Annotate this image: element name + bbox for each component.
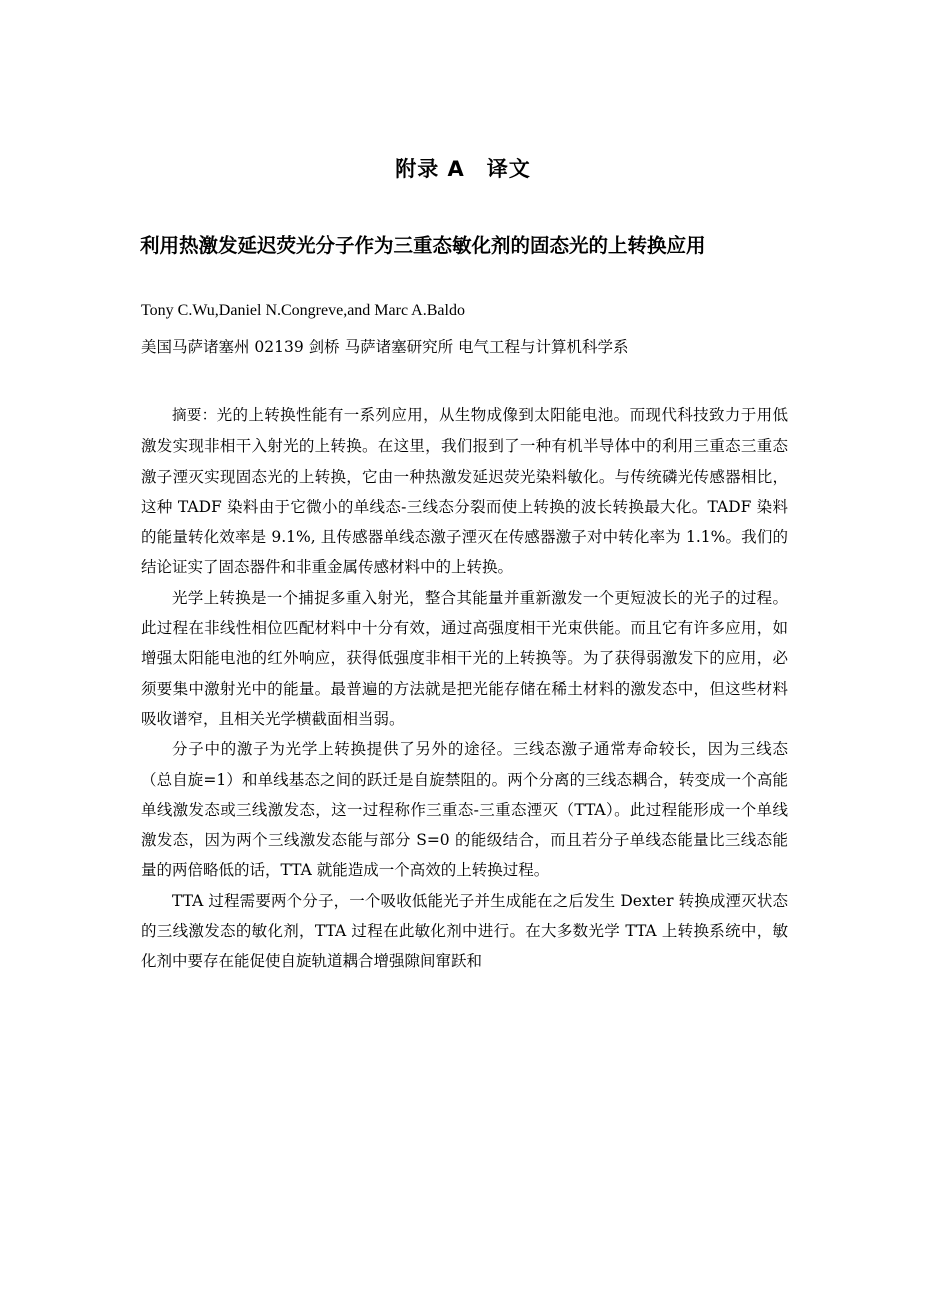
paper-title: 利用热激发延迟荧光分子作为三重态敏化剂的固态光的上转换应用 <box>140 234 706 257</box>
body-paragraph-2: 分子中的激子为光学上转换提供了另外的途径。三线态激子通常寿命较长，因为三线态（总自旋=1）和单线基态之间的跃迁是自旋禁阻的。两个分离的三线态耦合，转变成一个高能单线激发态或三线激发态，这一过程称作三重态-三重态湮灭（TTA）。此过程能形成一个单线激发态，因为两个三线激发态能与部分 S=0 的能级结合，而且若分子单线态能量比三线态能量的两倍略低的话，TTA 就能造成一个高效的上转换过程。 <box>141 740 788 880</box>
affiliation-line: 美国马萨诸塞州 02139 剑桥 马萨诸塞研究所 电气工程与计算机科学系 <box>141 338 629 356</box>
abstract-label: 摘要： <box>172 408 217 424</box>
abstract-text: 光的上转换性能有一系列应用，从生物成像到太阳能电池。而现代科技致力于用低激发实现非相干入射光的上转换。在这里，我们报到了一种有机半导体中的利用三重态三重态激子湮灭实现固态光的上转换，它由一种热激发延迟荧光染料敏化。与传统磷光传感器相比，这种 TADF 染料由于它微小的单线态-三线态分裂而使上转换的波长转换最大化。TADF 染料的能量转化效率是 9.1%, 且传感器单线态激子湮灭在传感器激子对中转化率为 1.1%。我们的结论证实了固态器件和非重金属传感材料中的上转换。 <box>141 406 788 577</box>
body-paragraph-1: 光学上转换是一个捕捉多重入射光，整合其能量并重新激发一个更短波长的光子的过程。此过程在非线性相位匹配材料中十分有效，通过高强度相干光束供能。而且它有许多应用，如增强太阳能电池的红外响应，获得低强度非相干光的上转换等。为了获得弱激发下的应用，必须要集中激射光中的能量。最普遍的方法就是把光能存储在稀土材料的激发态中，但这些材料吸收谱窄，且相关光学横截面相当弱。 <box>141 588 788 728</box>
body-paragraph-3: TTA 过程需要两个分子，一个吸收低能光子并生成能在之后发生 Dexter 转换成湮灭状态的三线激发态的敏化剂，TTA 过程在此敏化剂中进行。在大多数光学 TTA 上转换系统中，敏化剂中要存在能促使自旋轨道耦合增强隙间窜跃和 <box>141 891 788 971</box>
appendix-title: 附录 A 译文 <box>395 157 531 181</box>
body-text <box>141 400 788 977</box>
authors-line: Tony C.Wu,Daniel N.Congreve,and Marc A.Baldo <box>141 302 465 319</box>
abstract-paragraph <box>141 400 788 583</box>
